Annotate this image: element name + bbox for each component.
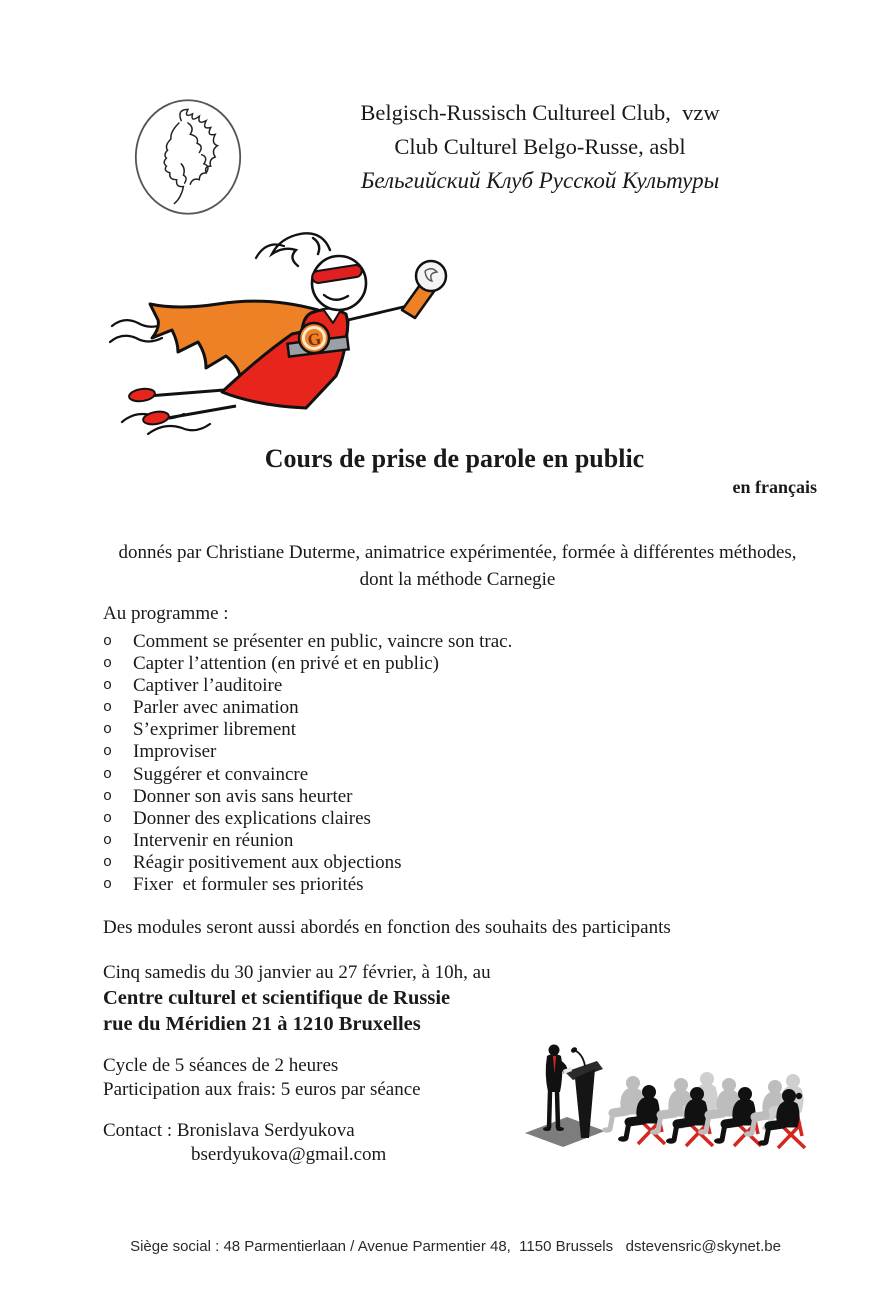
list-item bbox=[103, 741, 512, 763]
list-item bbox=[103, 852, 512, 874]
list-item-text: Captiver l’auditoire bbox=[133, 675, 283, 697]
list-item-text: Suggérer et convaincre bbox=[133, 763, 309, 785]
list-item-text: Improviser bbox=[133, 741, 217, 763]
contact-section bbox=[103, 1119, 386, 1166]
details-section bbox=[103, 1054, 421, 1101]
bullet-icon: o bbox=[103, 721, 113, 739]
list-item-text: Comment se présenter en public, vaincre son trac. bbox=[133, 631, 513, 652]
svg-text:G: G bbox=[305, 328, 323, 351]
list-item bbox=[103, 653, 512, 675]
venue-name: Centre culturel et scientifique de Russie bbox=[103, 987, 451, 1009]
bullet-icon: o bbox=[103, 655, 113, 673]
intro-line-2: dont la méthode Carnegie bbox=[359, 569, 556, 590]
page-title: Cours de prise de parole en public bbox=[264, 444, 645, 473]
schedule-section bbox=[103, 960, 491, 1037]
bullet-icon: o bbox=[103, 876, 113, 894]
list-item bbox=[103, 719, 512, 741]
list-item bbox=[103, 830, 512, 852]
bullet-icon: o bbox=[103, 677, 113, 695]
club-name-nl: Belgisch-Russisch Cultureel Club, vzw bbox=[360, 100, 720, 125]
club-name-fr: Club Culturel Belgo-Russe, asbl bbox=[394, 134, 686, 159]
bullet-icon: o bbox=[103, 765, 113, 783]
venue-address: rue du Méridien 21 à 1210 Bruxelles bbox=[103, 1013, 421, 1035]
podium bbox=[525, 1046, 605, 1147]
list-item bbox=[103, 764, 512, 786]
list-item-text: Capter l’attention (en privé et en public) bbox=[133, 653, 439, 675]
list-item-text: Donner son avis sans heurter bbox=[133, 785, 353, 807]
microphone-icon bbox=[402, 261, 446, 318]
cycle-info: Cycle de 5 séances de 2 heures bbox=[103, 1055, 339, 1076]
footer-address: Siège social : 48 Parmentierlaan / Avenue Parmentier 48, 1150 Brussels dstevensric@skynet.be bbox=[130, 1238, 781, 1255]
list-item bbox=[103, 786, 512, 808]
hero-emblem bbox=[299, 323, 329, 353]
superhero-speaker-illustration bbox=[108, 226, 476, 446]
list-item bbox=[103, 697, 512, 719]
list-item-text: Parler avec animation bbox=[133, 697, 299, 719]
program-heading: Au programme : bbox=[103, 603, 229, 624]
course-intro bbox=[0, 539, 891, 593]
language-note: en français bbox=[732, 477, 817, 497]
bullet-icon: o bbox=[103, 633, 113, 650]
bullet-icon: o bbox=[103, 787, 113, 805]
intro-line-1: donnés par Christiane Duterme, animatrice expérimentée, formée à différentes méthodes, bbox=[118, 542, 797, 563]
program-section bbox=[103, 602, 512, 896]
contact-email: bserdyukova@gmail.com bbox=[191, 1143, 387, 1165]
club-header bbox=[235, 96, 845, 198]
list-item-text: Réagir positivement aux objections bbox=[133, 851, 402, 873]
club-name-ru: Бельгийский Клуб Русской Культуры bbox=[360, 168, 720, 193]
contact-name: Contact : Bronislava Serdyukova bbox=[103, 1120, 355, 1141]
hero-legs bbox=[128, 387, 236, 426]
list-item-text: Fixer et formuler ses priorités bbox=[133, 874, 364, 896]
list-item bbox=[103, 808, 512, 830]
fee-info: Participation aux frais: 5 euros par séance bbox=[103, 1078, 421, 1100]
bullet-icon: o bbox=[103, 743, 113, 761]
list-item bbox=[103, 675, 512, 697]
list-item-text: Donner des explications claires bbox=[133, 807, 371, 829]
list-item bbox=[103, 631, 512, 653]
pushkin-profile-logo-icon bbox=[130, 98, 246, 216]
modules-note: Des modules seront aussi abordés en fonction des souhaits des participants bbox=[103, 917, 671, 938]
list-item bbox=[103, 874, 512, 896]
audience-silhouettes bbox=[603, 1073, 806, 1149]
list-item-text: Intervenir en réunion bbox=[133, 829, 294, 851]
bullet-icon: o bbox=[103, 831, 113, 849]
bullet-icon: o bbox=[103, 699, 113, 717]
bullet-icon: o bbox=[103, 809, 113, 827]
list-item-text: S’exprimer librement bbox=[133, 719, 297, 741]
bullet-icon: o bbox=[103, 853, 113, 871]
schedule-dates: Cinq samedis du 30 janvier au 27 février, à 10h, au bbox=[103, 962, 491, 983]
speaker-audience-illustration bbox=[523, 1038, 808, 1152]
